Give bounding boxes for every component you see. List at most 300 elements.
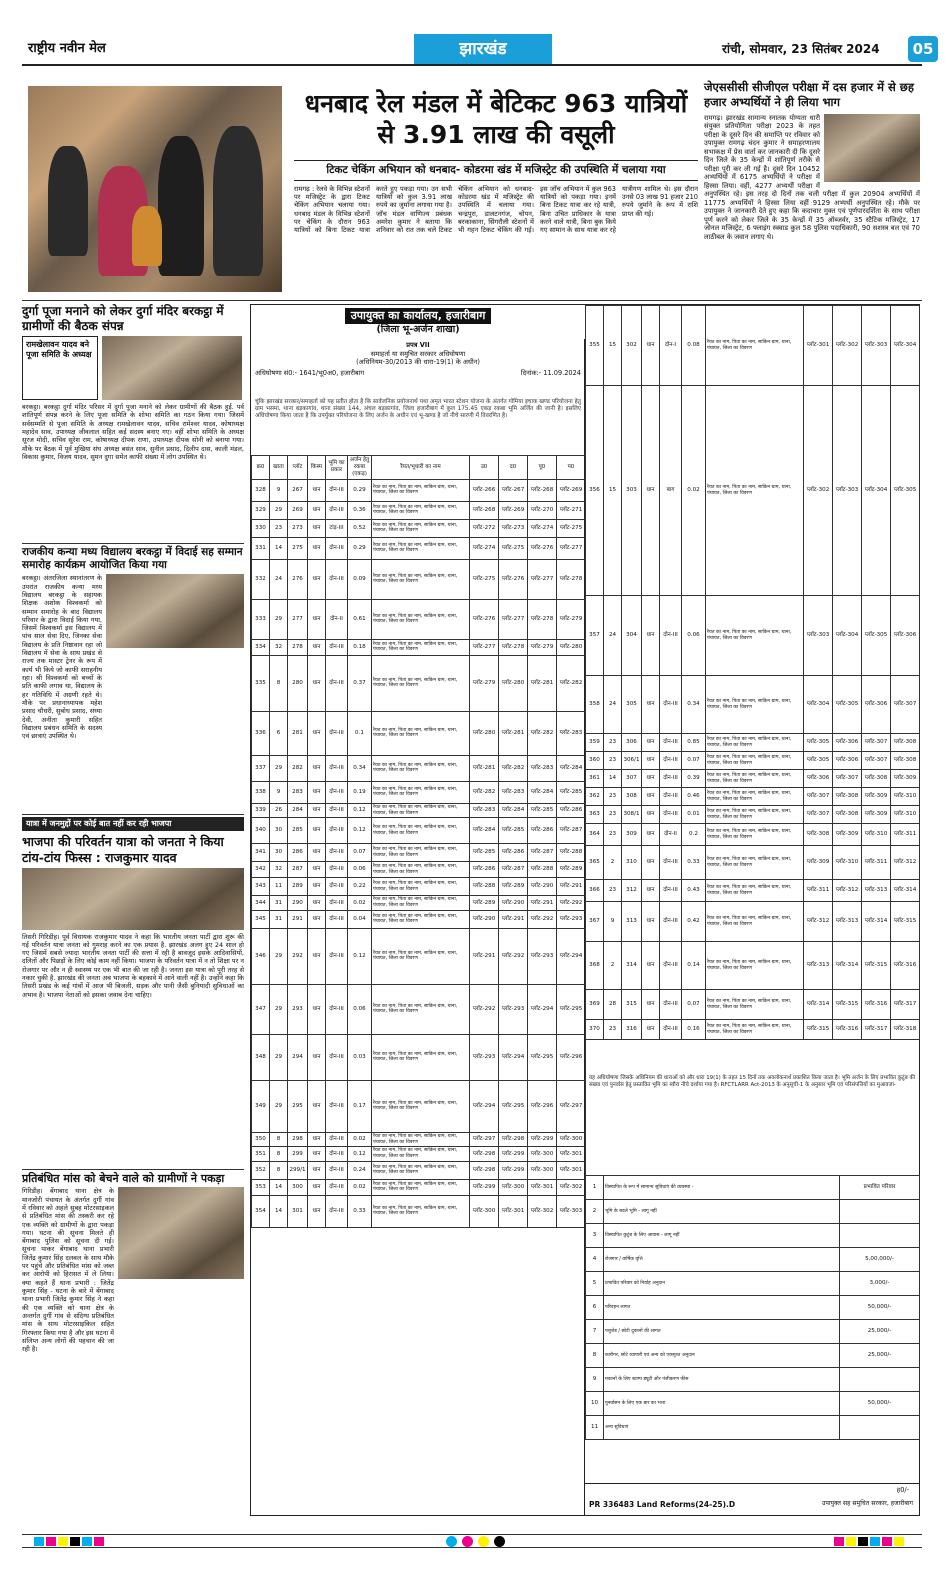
boundary-cell: प्लॉट-309	[891, 770, 920, 788]
boundary-cell: प्लॉट-304	[833, 596, 862, 676]
table-cell: 336	[252, 711, 270, 755]
table-cell: दोन-III	[660, 880, 682, 902]
boundary-cell: प्लॉट-273	[499, 519, 528, 537]
table-cell: 0.02	[682, 386, 706, 596]
table-cell: धान	[308, 655, 326, 711]
table-cell: 0.02	[348, 1132, 372, 1147]
boundary-cell: प्लॉट-298	[470, 1147, 499, 1162]
boundary-cell: प्लॉट-299	[499, 1147, 528, 1162]
raiyat-description-cell: रैयत का नाम, पिता का नाम, साकिन ग्राम, थाना, पंचायत, जिला का विवरण	[706, 770, 804, 788]
registration-swatch	[894, 1537, 904, 1546]
table-cell: 286	[288, 844, 308, 862]
table-cell: 306	[622, 734, 642, 752]
table-cell: दोन-III	[326, 844, 348, 862]
raiyat-description-cell: रैयत का नाम, पिता का नाम, साकिन ग्राम, थाना, पंचायत, जिला का विवरण	[706, 806, 804, 824]
raiyat-description-cell: रैयत का नाम, पिता का नाम, साकिन ग्राम, थाना, पंचायत, जिला का विवरण	[706, 306, 804, 386]
table-cell: धान	[642, 770, 660, 788]
boundary-cell: प्लॉट-305	[804, 752, 833, 770]
table-cell: 277	[288, 599, 308, 639]
boundary-cell: प्लॉट-269	[499, 501, 528, 519]
table-row	[586, 770, 920, 788]
table-cell: 304	[622, 596, 642, 676]
right-story-headline: जेएससीसी सीजीएल परीक्षा में दस हजार में से छह हजार अभ्यर्थियों ने ही लिया भाग	[704, 80, 914, 109]
notice-right-panel	[585, 305, 919, 1515]
table-cell: धान	[642, 824, 660, 846]
table-cell: 302	[622, 306, 642, 386]
boundary-cell: प्लॉट-282	[528, 711, 557, 755]
table-cell: धान	[308, 878, 326, 896]
lead-body: रामगढ़ : रेलवे के विभिन्न स्टेशनों पर मजिस्ट्रेट के द्वारा टिकट चेकिंग अभियान चलाया गया। धनबाद मंडल के विभिन्न स्टेशनों पर चेकिंग के दौरान 963 यात्रियों को बिना टिकट यात्रा करते हुए पकड़ा गया। उन सभी यात्रियों को कुल 3.91 लाख रुपये का जुर्माना लगाया गया है। जाँच मंडल वाणिज्य प्रबंधक अमरेश कुमार ने बताया कि शनिवार को रात तक चले टिकट चेकिंग अभियान को धनबाद- कोडरमा खंड में मजिस्ट्रेट की उपस्थिति में चलाया गया। चन्द्रपुरा, डालटनगंज, चोपन, बरकाकाना, सिंगरौली स्टेशनों में भी गहन टिकट चेकिंग की गई। इस जाँच अभियान में कुल 963 यात्रियों को पकड़ा गया। इनमें बिना टिकट यात्रा कर रहे यात्री, बिना उचित प्राधिकार के यात्रा करने वाले यात्री, बिना बुक किये गए सामान के साथ यात्रा कर रहे यात्रीगण शामिल थे। इस दौरान उनसे 03 लाख 91 हजार 210 रुपये जुर्माने के रूप में राशि प्राप्त की गई।	[294, 185, 698, 235]
boundary-cell: प्लॉट-274	[470, 537, 499, 559]
table-cell: 276	[288, 559, 308, 599]
table-row	[586, 824, 920, 846]
boundary-cell: प्लॉट-279	[470, 655, 499, 711]
section-title: झारखंड	[414, 34, 552, 64]
notice-title	[251, 305, 585, 339]
table-cell: धान	[308, 1195, 326, 1227]
raiyat-description-cell: रैयत का नाम, पिता का नाम, साकिन ग्राम, थाना, पंचायत, जिला का विवरण	[706, 824, 804, 846]
raiyat-description-cell: रैयत का नाम, पिता का नाम, साकिन ग्राम, थाना, पंचायत, जिला का विवरण	[706, 596, 804, 676]
table-cell: 356	[586, 386, 604, 596]
boundary-cell: प्लॉट-301	[528, 1179, 557, 1195]
table-cell: धान	[642, 596, 660, 676]
table-cell: 0.52	[348, 519, 372, 537]
table-cell: धान	[308, 711, 326, 755]
table-cell: दोन-III	[326, 878, 348, 896]
story2-wrap	[22, 574, 244, 810]
raiyat-description-cell: रैयत का नाम, पिता का नाम, साकिन ग्राम, थाना, पंचायत, जिला का विवरण	[372, 1034, 470, 1080]
rehab-cell: 2	[586, 1200, 604, 1224]
table-cell: 32	[270, 862, 288, 878]
table-cell: 0.12	[348, 928, 372, 984]
boundary-cell: प्लॉट-288	[557, 844, 586, 862]
table-cell: 24	[604, 676, 622, 734]
table-cell: 338	[252, 781, 270, 803]
table-cell: 307	[622, 770, 642, 788]
raiyat-description-cell: रैयत का नाम, पिता का नाम, साकिन ग्राम, थाना, पंचायत, जिला का विवरण	[372, 1132, 470, 1147]
table-cell: दोन-I	[660, 306, 682, 386]
rehab-cell: 3	[586, 1224, 604, 1248]
table-cell: धान	[642, 942, 660, 990]
table-cell: 0.33	[348, 1195, 372, 1227]
table-cell: 308	[622, 788, 642, 806]
table-cell: 282	[288, 755, 308, 781]
table-cell: धान	[308, 896, 326, 911]
table-cell: दोन-III	[660, 676, 682, 734]
boundary-cell: प्लॉट-287	[528, 844, 557, 862]
table-row	[586, 846, 920, 880]
rehab-row	[586, 1320, 920, 1344]
boundary-cell: प्लॉट-276	[470, 599, 499, 639]
table-cell: धान	[642, 788, 660, 806]
boundary-cell: प्लॉट-290	[528, 878, 557, 896]
table-row	[252, 1080, 586, 1132]
right-story-photo	[824, 114, 920, 182]
table-cell: दोन-III	[326, 1080, 348, 1132]
raiyat-description-cell: रैयत का नाम, पिता का नाम, साकिन ग्राम, थाना, पंचायत, जिला का विवरण	[706, 942, 804, 990]
rehab-row	[586, 1248, 920, 1272]
boundary-cell: प्लॉट-313	[804, 942, 833, 990]
table-cell: दोन-III	[660, 770, 682, 788]
table-cell: धान	[308, 519, 326, 537]
table-cell: 348	[252, 1034, 270, 1080]
table-cell: 23	[270, 519, 288, 537]
table-cell: 308/1	[622, 806, 642, 824]
table-cell: 0.34	[348, 755, 372, 781]
boundary-cell: प्लॉट-318	[891, 1020, 920, 1040]
table-cell: 0.01	[682, 806, 706, 824]
table-cell: धान	[642, 902, 660, 942]
boundary-cell: प्लॉट-312	[891, 846, 920, 880]
table-cell: दोन-III	[326, 479, 348, 501]
table-row	[252, 781, 586, 803]
table-row	[252, 862, 586, 878]
raiyat-description-cell: रैयत का नाम, पिता का नाम, साकिन ग्राम, थाना, पंचायत, जिला का विवरण	[372, 1179, 470, 1195]
right-story-body-wrap	[704, 114, 920, 292]
table-header-cell: खाता	[270, 456, 288, 480]
rehab-cell: प्रभावित परिवार	[840, 1176, 920, 1200]
boundary-cell: प्लॉट-297	[557, 1080, 586, 1132]
raiyat-description-cell: रैयत का नाम, पिता का नाम, साकिन ग्राम, थाना, पंचायत, जिला का विवरण	[372, 711, 470, 755]
raiyat-description-cell: रैयत का नाम, पिता का नाम, साकिन ग्राम, थाना, पंचायत, जिला का विवरण	[372, 639, 470, 655]
registration-swatch	[870, 1537, 880, 1546]
boundary-cell: प्लॉट-284	[470, 818, 499, 844]
table-cell: 23	[604, 788, 622, 806]
boundary-cell: प्लॉट-281	[499, 711, 528, 755]
table-row	[586, 676, 920, 734]
table-cell: धान	[642, 734, 660, 752]
table-cell: दोन-III	[326, 896, 348, 911]
land-acquisition-notice	[250, 304, 920, 1516]
raiyat-description-cell: रैयत का नाम, पिता का नाम, साकिन ग्राम, थाना, पंचायत, जिला का विवरण	[372, 896, 470, 911]
table-row	[252, 910, 586, 928]
table-cell: दोन-III	[326, 1147, 348, 1162]
boundary-cell: प्लॉट-307	[862, 752, 891, 770]
land-table-left	[251, 455, 585, 1228]
table-cell: 361	[586, 770, 604, 788]
boundary-cell: प्लॉट-305	[833, 676, 862, 734]
boundary-cell: प्लॉट-307	[862, 734, 891, 752]
rehab-cell: 50,000/-	[840, 1296, 920, 1320]
table-cell: 303	[622, 386, 642, 596]
table-row	[252, 501, 586, 519]
table-cell: धान	[642, 990, 660, 1020]
table-cell: धान	[308, 1080, 326, 1132]
table-cell: दोन-III	[660, 942, 682, 990]
story2-body: बरकट्ठा। अंतरजिला स्थानांतरण के उपरांत राजकीय कन्या मध्य विद्यालय बरकट्ठा के सहायक शिक्षक अशोक विश्वकर्मा को सम्मान समारोह के बाद विद्यालय परिवार के द्वारा विदाई किया गया, जिसमें विश्वकर्मा इस विद्यालय में पांच साल सेवा दिए, जिनका सेवा विद्यालय के प्रति निष्ठावान रहा जो विद्यालय में सेवा के साथ प्रखंड से राज्य तक मास्टर ट्रेनर के रूप में कार्य भी किये जो काफी सराहनीय रहा। श्री विश्वकर्मा को बच्चों के प्रति काफी लगाव था, विद्यालय के हर गतिविधि में अग्रणी रहते थे। मौके पर प्रधानाध्यापक महेश प्रसाद चौधरी, सुबोध प्रसाद, संध्या देवी, अनीता कुमारी सहित विद्यालय प्रबंधन समिति के सदस्य एवं छात्राएं उपस्थित थे।	[22, 574, 102, 741]
boundary-cell: प्लॉट-315	[891, 902, 920, 942]
table-cell: 295	[288, 1080, 308, 1132]
raiyat-description-cell: रैयत का नाम, पिता का नाम, साकिन ग्राम, थाना, पंचायत, जिला का विवरण	[706, 902, 804, 942]
table-cell: 306/1	[622, 752, 642, 770]
land-table-continued	[585, 305, 920, 1040]
rehab-cell	[840, 1224, 920, 1248]
boundary-cell: प्लॉट-292	[499, 928, 528, 984]
table-cell: 0.1	[348, 711, 372, 755]
table-cell: 0.46	[682, 788, 706, 806]
boundary-cell: प्लॉट-274	[528, 519, 557, 537]
table-cell: 2	[604, 942, 622, 990]
rehab-cell: 25,000/-	[840, 1344, 920, 1368]
table-cell: 289	[288, 878, 308, 896]
boundary-cell: प्लॉट-308	[891, 752, 920, 770]
table-cell: 0.29	[348, 537, 372, 559]
raiyat-description-cell: रैयत का नाम, पिता का नाम, साकिन ग्राम, थाना, पंचायत, जिला का विवरण	[372, 928, 470, 984]
table-cell: 8	[270, 655, 288, 711]
table-cell: 364	[586, 824, 604, 846]
story4-wrap	[22, 1187, 244, 1457]
boundary-cell: प्लॉट-313	[833, 902, 862, 942]
table-cell: 298	[288, 1132, 308, 1147]
boundary-cell: प्लॉट-304	[804, 676, 833, 734]
table-cell: दोन-III	[326, 910, 348, 928]
notice-date: दिनांक:- 11.09.2024	[520, 368, 581, 377]
table-row	[586, 386, 920, 596]
table-cell: 14	[604, 770, 622, 788]
table-cell: 299/1	[288, 1161, 308, 1179]
boundary-cell: प्लॉट-289	[470, 896, 499, 911]
table-cell: 29	[270, 928, 288, 984]
table-cell: 0.09	[348, 559, 372, 599]
rehab-cell: 3,000/-	[840, 1272, 920, 1296]
table-cell: 369	[586, 990, 604, 1020]
registration-swatch	[846, 1537, 856, 1546]
boundary-cell: प्लॉट-300	[470, 1195, 499, 1227]
rehab-cell: 10	[586, 1392, 604, 1416]
table-cell: 15	[604, 306, 622, 386]
raiyat-description-cell: रैयत का नाम, पिता का नाम, साकिन ग्राम, थाना, पंचायत, जिला का विवरण	[372, 655, 470, 711]
table-cell: 23	[604, 1020, 622, 1040]
boundary-cell: प्लॉट-316	[833, 1020, 862, 1040]
boundary-cell: प्लॉट-282	[470, 781, 499, 803]
table-cell: 0.02	[348, 896, 372, 911]
table-cell: 9	[270, 479, 288, 501]
table-cell: दोन-III	[326, 1195, 348, 1227]
table-cell: 358	[586, 676, 604, 734]
raiyat-description-cell: रैयत का नाम, पिता का नाम, साकिन ग्राम, थाना, पंचायत, जिला का विवरण	[706, 1020, 804, 1040]
lead-subhead: टिकट चेकिंग अभियान को धनबाद- कोडरमा खंड में मजिस्ट्रेट की उपस्थिति में चलाया गया	[294, 160, 698, 181]
raiyat-description-cell: रैयत का नाम, पिता का नाम, साकिन ग्राम, थाना, पंचायत, जिला का विवरण	[372, 1161, 470, 1179]
table-cell: 363	[586, 806, 604, 824]
story4-photo	[118, 1187, 244, 1279]
table-cell: 350	[252, 1132, 270, 1147]
notice-form-title: समाहर्ता या समुचित सरकार अधिघोषणा	[370, 349, 466, 358]
table-cell: 365	[586, 846, 604, 880]
table-cell: 353	[252, 1179, 270, 1195]
table-cell: 315	[622, 990, 642, 1020]
table-cell: 333	[252, 599, 270, 639]
table-cell: 0.24	[348, 1161, 372, 1179]
table-row	[586, 902, 920, 942]
boundary-cell: प्लॉट-315	[833, 990, 862, 1020]
table-cell: 14	[270, 1179, 288, 1195]
rehab-cell: 5,00,000/-	[840, 1248, 920, 1272]
table-row	[252, 537, 586, 559]
boundary-cell: प्लॉट-307	[804, 788, 833, 806]
boundary-cell: प्लॉट-310	[862, 824, 891, 846]
table-cell: धान	[642, 752, 660, 770]
boundary-cell: प्लॉट-282	[557, 655, 586, 711]
boundary-cell: प्लॉट-294	[499, 1034, 528, 1080]
boundary-cell: प्लॉट-311	[862, 846, 891, 880]
registration-swatch	[58, 1537, 68, 1546]
rehab-table	[585, 1175, 919, 1440]
boundary-cell: प्लॉट-304	[891, 306, 920, 386]
boundary-cell: प्लॉट-298	[499, 1132, 528, 1147]
table-cell: 334	[252, 639, 270, 655]
notice-intro: चूंकि झारखंड सरकार/समाहर्ता को यह प्रतीत होता है कि सार्वजनिक प्रयोजनार्थ यथा अमृत भारत स्टेशन योजना के अंतर्गत गोमिया इचाक खण्ड परियोजना हेतु ग्राम भसमा, थाना बड़कागांव, थाना संख्या 144, अंचल बड़कागांव, जिला हजारीबाग में कुल 175.45 एकड़ रकबा भूमि अर्जित की जानी है। इसलिए अधिघोषणा किया जाता है कि उपर्युक्त परियोजना के लिए अर्जन के अधीन एवं भू-खण्ड है जो नीचे सारणी में विवरणित है।	[255, 399, 581, 420]
table-cell: 292	[288, 928, 308, 984]
table-cell: 287	[288, 862, 308, 878]
table-cell: 290	[288, 896, 308, 911]
story3-photo	[22, 868, 244, 930]
raiyat-description-cell: रैयत का नाम, पिता का नाम, साकिन ग्राम, थाना, पंचायत, जिला का विवरण	[372, 1195, 470, 1227]
rehab-cell: परिवहन लागत	[604, 1296, 840, 1320]
table-cell: दोन-III	[326, 1034, 348, 1080]
table-cell: 291	[288, 910, 308, 928]
table-cell: 0.03	[348, 1034, 372, 1080]
table-cell: 0.06	[348, 862, 372, 878]
boundary-cell: प्लॉट-300	[499, 1179, 528, 1195]
table-cell: 0.37	[348, 655, 372, 711]
registration-dot	[462, 1536, 473, 1547]
rehab-row	[586, 1296, 920, 1320]
boundary-cell: प्लॉट-298	[470, 1161, 499, 1179]
table-row	[586, 734, 920, 752]
boundary-cell: प्लॉट-306	[804, 770, 833, 788]
boundary-cell: प्लॉट-284	[499, 803, 528, 818]
table-cell: 328	[252, 479, 270, 501]
table-cell: 0.12	[348, 818, 372, 844]
table-cell: 0.02	[348, 1179, 372, 1195]
table-row	[252, 639, 586, 655]
table-row	[252, 984, 586, 1034]
boundary-cell: प्लॉट-306	[862, 676, 891, 734]
boundary-cell: प्लॉट-290	[470, 910, 499, 928]
table-cell: दोन-III	[660, 1020, 682, 1040]
raiyat-description-cell: रैयत का नाम, पिता का नाम, साकिन ग्राम, थाना, पंचायत, जिला का विवरण	[372, 599, 470, 639]
table-cell: 0.42	[682, 902, 706, 942]
table-cell: धान	[308, 862, 326, 878]
table-row	[252, 479, 586, 501]
table-cell: 0.2	[682, 824, 706, 846]
table-cell: दोन-III	[326, 984, 348, 1034]
story3-body: तिसरी गिरिडीह। पूर्व विधायक राजकुमार यादव ने कहा कि भारतीय जनता पार्टी द्वारा शुरू की गई परिवर्तन यात्रा जनता को गुमराह करने का एक प्रयास है. झारखंड अलग हुए 24 साल हो गए जिसमें सबसे ज्यादा भारतीय जनता पार्टी की सत्ता में रही है बावजूद इसके आदिवासियों, दलितों और पिछड़ों के लिए कोई काम नहीं किया। भाजपा के परिवर्तन यात्रा में न तो शिक्षा पर न रोजगार पर और न ही स्वास्थ्य पर एक भी बात की जा रही है। जनता इस यात्रा को पूरी तरह से नकार चुकी है. झारखंड की जनता अब भाजपा के बहकावे में आने वाली नहीं है। उन्होंने कहा कि तिसरी प्रखंड के कई गांवों में आज भी बिजली, सड़क और पानी जैसी बुनियादी सुविधाओं का अभाव है। भाजपा नेताओं को इसका जवाब देना चाहिए।	[22, 932, 244, 999]
registration-swatch	[82, 1537, 92, 1546]
table-cell: 11	[270, 878, 288, 896]
rehab-cell: 1	[586, 1176, 604, 1200]
table-cell: 339	[252, 803, 270, 818]
story1-headline: दुर्गा पूजा मनाने को लेकर दुर्गा मंदिर बरकट्ठा में ग्रामीणों की बैठक संपन्न	[22, 304, 224, 333]
boundary-cell: प्लॉट-275	[557, 519, 586, 537]
table-cell: 312	[622, 880, 642, 902]
table-cell: 281	[288, 711, 308, 755]
table-cell: दोन-III	[660, 846, 682, 880]
raiyat-description-cell: रैयत का नाम, पिता का नाम, साकिन ग्राम, थाना, पंचायत, जिला का विवरण	[372, 755, 470, 781]
table-cell: 0.22	[348, 878, 372, 896]
table-cell: 23	[604, 734, 622, 752]
table-cell: 23	[604, 824, 622, 846]
boundary-cell: प्लॉट-293	[499, 984, 528, 1034]
table-cell: दोन-III	[326, 639, 348, 655]
table-row	[252, 755, 586, 781]
boundary-cell: प्लॉट-306	[833, 752, 862, 770]
rehab-cell	[840, 1416, 920, 1440]
boundary-cell: प्लॉट-307	[804, 806, 833, 824]
raiyat-description-cell: रैयत का नाम, पिता का नाम, साकिन ग्राम, थाना, पंचायत, जिला का विवरण	[372, 781, 470, 803]
rehab-cell: प्रभावित परिवार को निर्वाह अनुदान	[604, 1272, 840, 1296]
boundary-cell: प्लॉट-291	[528, 896, 557, 911]
table-cell: 0.17	[348, 1080, 372, 1132]
table-cell: दोन-III	[326, 1179, 348, 1195]
table-cell: 29	[270, 1080, 288, 1132]
boundary-cell: प्लॉट-293	[528, 928, 557, 984]
table-row	[252, 711, 586, 755]
table-cell: धान	[642, 386, 660, 596]
table-cell: दोन-III	[660, 734, 682, 752]
boundary-cell: प्लॉट-303	[804, 596, 833, 676]
boundary-cell: प्लॉट-309	[804, 846, 833, 880]
boundary-cell: प्लॉट-315	[862, 942, 891, 990]
boundary-cell: प्लॉट-277	[557, 537, 586, 559]
story4-headline: प्रतिबंधित मांस को बेचने वाले को ग्रामीणों ने पकड़ा	[22, 1171, 225, 1185]
boundary-cell: प्लॉट-278	[499, 639, 528, 655]
table-row	[252, 655, 586, 711]
boundary-cell: प्लॉट-283	[499, 781, 528, 803]
table-header-cell: क्र0	[252, 456, 270, 480]
rehab-row	[586, 1272, 920, 1296]
boundary-cell: प्लॉट-284	[528, 781, 557, 803]
raiyat-description-cell: रैयत का नाम, पिता का नाम, साकिन ग्राम, थाना, पंचायत, जिला का विवरण	[372, 803, 470, 818]
table-cell: 337	[252, 755, 270, 781]
table-cell: 301	[288, 1195, 308, 1227]
boundary-cell: प्लॉट-303	[862, 306, 891, 386]
table-cell: दोन-III	[660, 788, 682, 806]
raiyat-description-cell: रैयत का नाम, पिता का नाम, साकिन ग्राम, थाना, पंचायत, जिला का विवरण	[372, 537, 470, 559]
table-cell: 23	[604, 752, 622, 770]
boundary-cell: प्लॉट-294	[470, 1080, 499, 1132]
boundary-cell: प्लॉट-289	[557, 862, 586, 878]
story1-photo	[102, 336, 242, 400]
boundary-cell: प्लॉट-286	[557, 803, 586, 818]
table-cell: 278	[288, 639, 308, 655]
table-row	[252, 1161, 586, 1179]
pr-number: PR 336483 Land Reforms(24-25).D	[589, 1500, 736, 1509]
table-cell: 0.85	[682, 734, 706, 752]
table-cell: 0.33	[682, 846, 706, 880]
boundary-cell: प्लॉट-280	[499, 655, 528, 711]
boundary-cell: प्लॉट-291	[557, 878, 586, 896]
raiyat-description-cell: रैयत का नाम, पिता का नाम, साकिन ग्राम, थाना, पंचायत, जिला का विवरण	[706, 880, 804, 902]
table-cell: धान	[308, 479, 326, 501]
table-cell: 0.34	[682, 676, 706, 734]
table-cell: 0.07	[348, 844, 372, 862]
table-cell: 0.18	[348, 639, 372, 655]
raiyat-description-cell: रैयत का नाम, पिता का नाम, साकिन ग्राम, थाना, पंचायत, जिला का विवरण	[372, 559, 470, 599]
rehab-cell: कारीगर, छोटे व्यापारी एवं अन्य को एकमुश्त अनुदान	[604, 1344, 840, 1368]
table-cell: 359	[586, 734, 604, 752]
boundary-cell: प्लॉट-291	[499, 910, 528, 928]
table-cell: दोन-III	[326, 537, 348, 559]
table-cell: 329	[252, 501, 270, 519]
boundary-cell: प्लॉट-305	[804, 734, 833, 752]
rehab-cell: 6	[586, 1296, 604, 1320]
table-cell: टांड़-III	[326, 519, 348, 537]
table-cell: धान	[308, 928, 326, 984]
boundary-cell: प्लॉट-295	[499, 1080, 528, 1132]
land-table	[251, 455, 586, 1228]
table-cell: 368	[586, 942, 604, 990]
